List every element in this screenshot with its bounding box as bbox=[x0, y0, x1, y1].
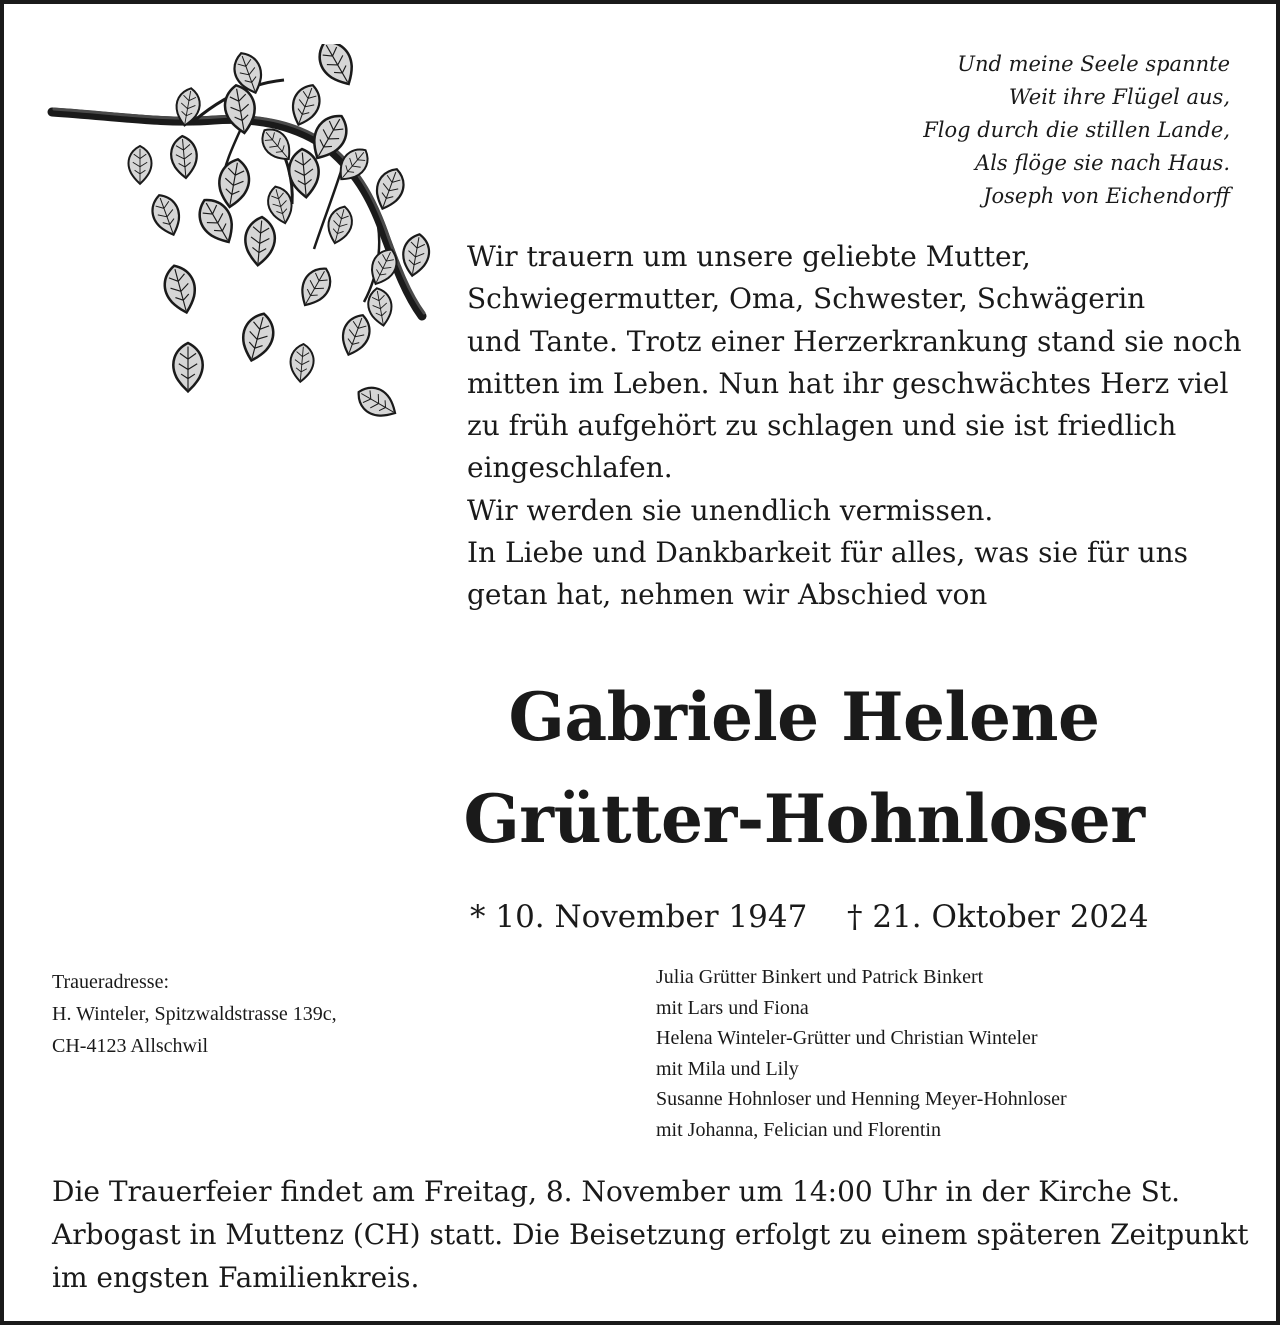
poem-line: Und meine Seele spannte bbox=[957, 52, 1230, 76]
deceased-first-names: Gabriele Helene bbox=[508, 678, 1100, 756]
leaf-icon bbox=[400, 232, 432, 278]
intro-line: Wir werden sie unendlich vermissen. bbox=[467, 493, 994, 527]
family-list bbox=[656, 962, 1067, 1145]
address-label: Traueradresse: bbox=[52, 971, 170, 993]
poem bbox=[923, 48, 1230, 213]
leaf-icon bbox=[160, 262, 201, 316]
family-line: mit Lars und Fiona bbox=[656, 996, 809, 1019]
leaf-icon bbox=[173, 343, 202, 391]
birth-date: * 10. November 1947 bbox=[470, 899, 808, 935]
family-line: mit Johanna, Felician und Florentin bbox=[656, 1118, 941, 1141]
leaf-icon bbox=[294, 262, 337, 311]
leaf-icon bbox=[243, 216, 276, 267]
leaf-icon bbox=[170, 135, 199, 179]
poem-author: Joseph von Eichendorff bbox=[983, 184, 1230, 208]
poem-line: Weit ihre Flügel aus, bbox=[1008, 85, 1230, 109]
intro-line: In Liebe und Dankbarkeit für alles, was sie für uns bbox=[467, 536, 1189, 570]
poem-line: Als flöge sie nach Haus. bbox=[975, 151, 1230, 175]
branch-with-leaves-icon bbox=[44, 44, 444, 434]
intro-line: Wir trauern um unsere geliebte Mutter, bbox=[467, 240, 1031, 273]
mourning-address bbox=[52, 966, 337, 1062]
ceremony-line: im engsten Familienkreis. bbox=[52, 1261, 420, 1294]
poem-line: Flog durch die stillen Lande, bbox=[923, 118, 1230, 142]
deceased-surname: Grütter-Hohnloser bbox=[463, 780, 1145, 858]
ceremony-info bbox=[52, 1170, 1252, 1299]
ceremony-line: Arbogast in Muttenz (CH) statt. Die Beisetzung erfolgt zu einem späteren Zeitpunkt bbox=[52, 1218, 1249, 1251]
death-date: † 21. Oktober 2024 bbox=[847, 899, 1149, 935]
intro-line: zu früh aufgehört zu schlagen und sie ist friedlich bbox=[467, 409, 1177, 443]
leaf-icon bbox=[312, 44, 362, 91]
ceremony-line: Die Trauerfeier findet am Freitag, 8. November um 14:00 Uhr in der Kirche St. bbox=[52, 1175, 1180, 1208]
leaf-icon bbox=[237, 310, 278, 364]
leaf-icon bbox=[289, 343, 315, 383]
leaf-icon bbox=[286, 81, 324, 129]
intro-line: mitten im Leben. Nun hat ihr geschwächtes Herz viel bbox=[467, 366, 1229, 400]
family-line: Helena Winteler-Grütter und Christian Winteler bbox=[656, 1027, 1038, 1049]
intro-text bbox=[467, 236, 1267, 617]
intro-line: und Tante. Trotz einer Herzerkrankung stand sie noch bbox=[467, 324, 1242, 358]
intro-line: getan hat, nehmen wir Abschied von bbox=[467, 578, 988, 612]
leaf-icon bbox=[336, 311, 374, 359]
family-line: Julia Grütter Binkert und Patrick Binkert bbox=[656, 966, 984, 988]
leaf-icon bbox=[129, 146, 152, 184]
leaf-icon bbox=[365, 245, 402, 289]
leaf-icon bbox=[215, 157, 252, 210]
family-line: mit Mila und Lily bbox=[656, 1057, 799, 1080]
leaf-icon bbox=[147, 191, 185, 239]
address-line: H. Winteler, Spitzwaldstrasse 139c, bbox=[52, 1003, 337, 1025]
family-line: Susanne Hohnloser und Henning Meyer-Hohnloser bbox=[656, 1088, 1067, 1110]
intro-line: eingeschlafen. bbox=[467, 451, 673, 485]
address-line: CH-4123 Allschwil bbox=[52, 1035, 209, 1057]
intro-line: Schwiegermutter, Oma, Schwester, Schwägerin bbox=[467, 282, 1146, 316]
leaf-icon bbox=[352, 381, 401, 424]
